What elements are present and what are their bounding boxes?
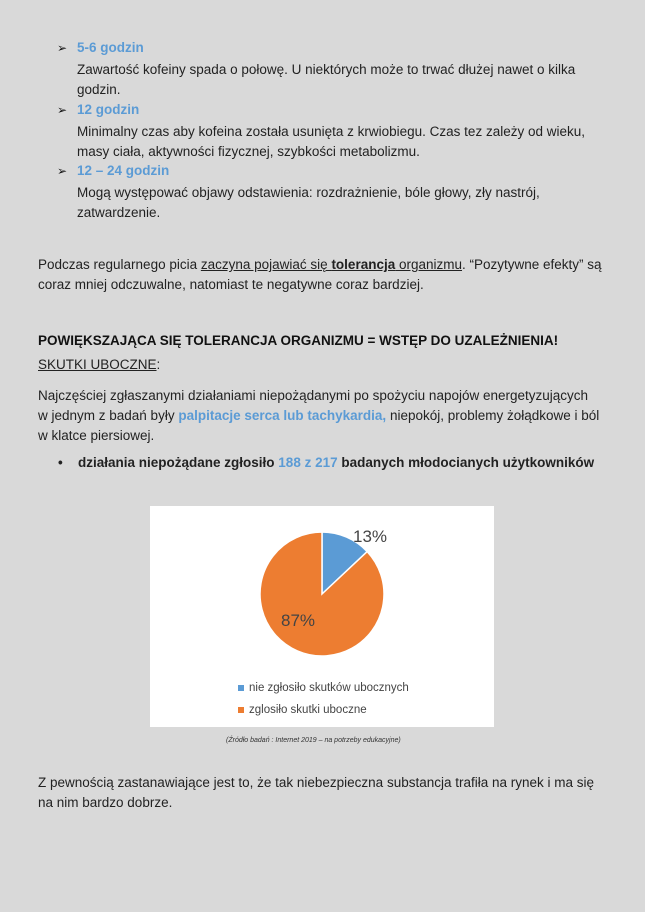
timeline-title: 12 – 24 godzin xyxy=(77,163,170,178)
text-line: na nim bardzo dobrze. xyxy=(38,795,173,810)
legend-swatch xyxy=(238,685,244,691)
arrow-bullet-icon: ➢ xyxy=(57,41,68,55)
bullet-item: • działania niepożądane zgłosiło 188 z 217 badanych młodocianych użytkowników xyxy=(58,455,595,470)
text-line: coraz mniej odczuwalne, natomiast te negatywne coraz bardziej. xyxy=(38,277,424,292)
text-line: Z pewnością zastanawiające jest to, że tak niebezpieczna substancja trafiła na rynek i ma się xyxy=(38,775,595,790)
pie-chart xyxy=(150,506,494,727)
arrow-bullet-icon: ➢ xyxy=(57,164,68,178)
slice-data-label: 87% xyxy=(280,611,316,630)
legend-item: nie zgłosiło skutków ubocznych xyxy=(238,682,409,694)
tolerance-paragraph xyxy=(38,255,608,295)
section-heading: POWIĘKSZAJĄCA SIĘ TOLERANCJA ORGANIZMU = WSTĘP DO UZALEŻNIENIA! xyxy=(38,333,559,348)
source-note: (Źródło badań : Internet 2019 – na potrzeby edukacyjne) xyxy=(226,737,401,744)
text-line: Najczęściej zgłaszanymi działaniami niepożądanymi po spożyciu napojów energetyzujących xyxy=(38,388,589,403)
timeline-title: 12 godzin xyxy=(77,102,140,117)
timeline-text xyxy=(77,122,617,162)
timeline-text xyxy=(77,183,617,223)
text-line: Podczas regularnego picia zaczyna pojawiać się tolerancja organizmu. “Pozytywne efekty” są xyxy=(38,257,602,272)
text-line: zatwardzenie. xyxy=(77,205,161,220)
side-effects-paragraph xyxy=(38,386,608,446)
text-line: w jednym z badań były palpitacje serca lub tachykardia, niepokój, problemy żołądkowe i ból xyxy=(38,408,600,423)
text-line: masy ciała, aktywności fizycznej, szybkości metabolizmu. xyxy=(77,144,420,159)
text-line: Mogą występować objawy odstawienia: rozdrażnienie, bóle głowy, zły nastrój, xyxy=(77,185,540,200)
timeline-text xyxy=(77,60,617,100)
closing-paragraph xyxy=(38,773,608,813)
legend-swatch xyxy=(238,707,244,713)
legend-item: zglosiło skutki uboczne xyxy=(238,704,367,716)
arrow-bullet-icon: ➢ xyxy=(57,103,68,117)
bullet-dot: • xyxy=(58,455,63,470)
slice-data-label: 13% xyxy=(352,527,388,546)
text-line: godzin. xyxy=(77,82,121,97)
side-effects-label: SKUTKI UBOCZNE: xyxy=(38,357,161,372)
text-line: Minimalny czas aby kofeina została usunięta z krwiobiegu. Czas tez zależy od wieku, xyxy=(77,124,585,139)
timeline-title: 5-6 godzin xyxy=(77,40,144,55)
text-line: Zawartość kofeiny spada o połowę. U niektórych może to trwać dłużej nawet o kilka xyxy=(77,62,576,77)
text-line: w klatce piersiowej. xyxy=(38,428,155,443)
